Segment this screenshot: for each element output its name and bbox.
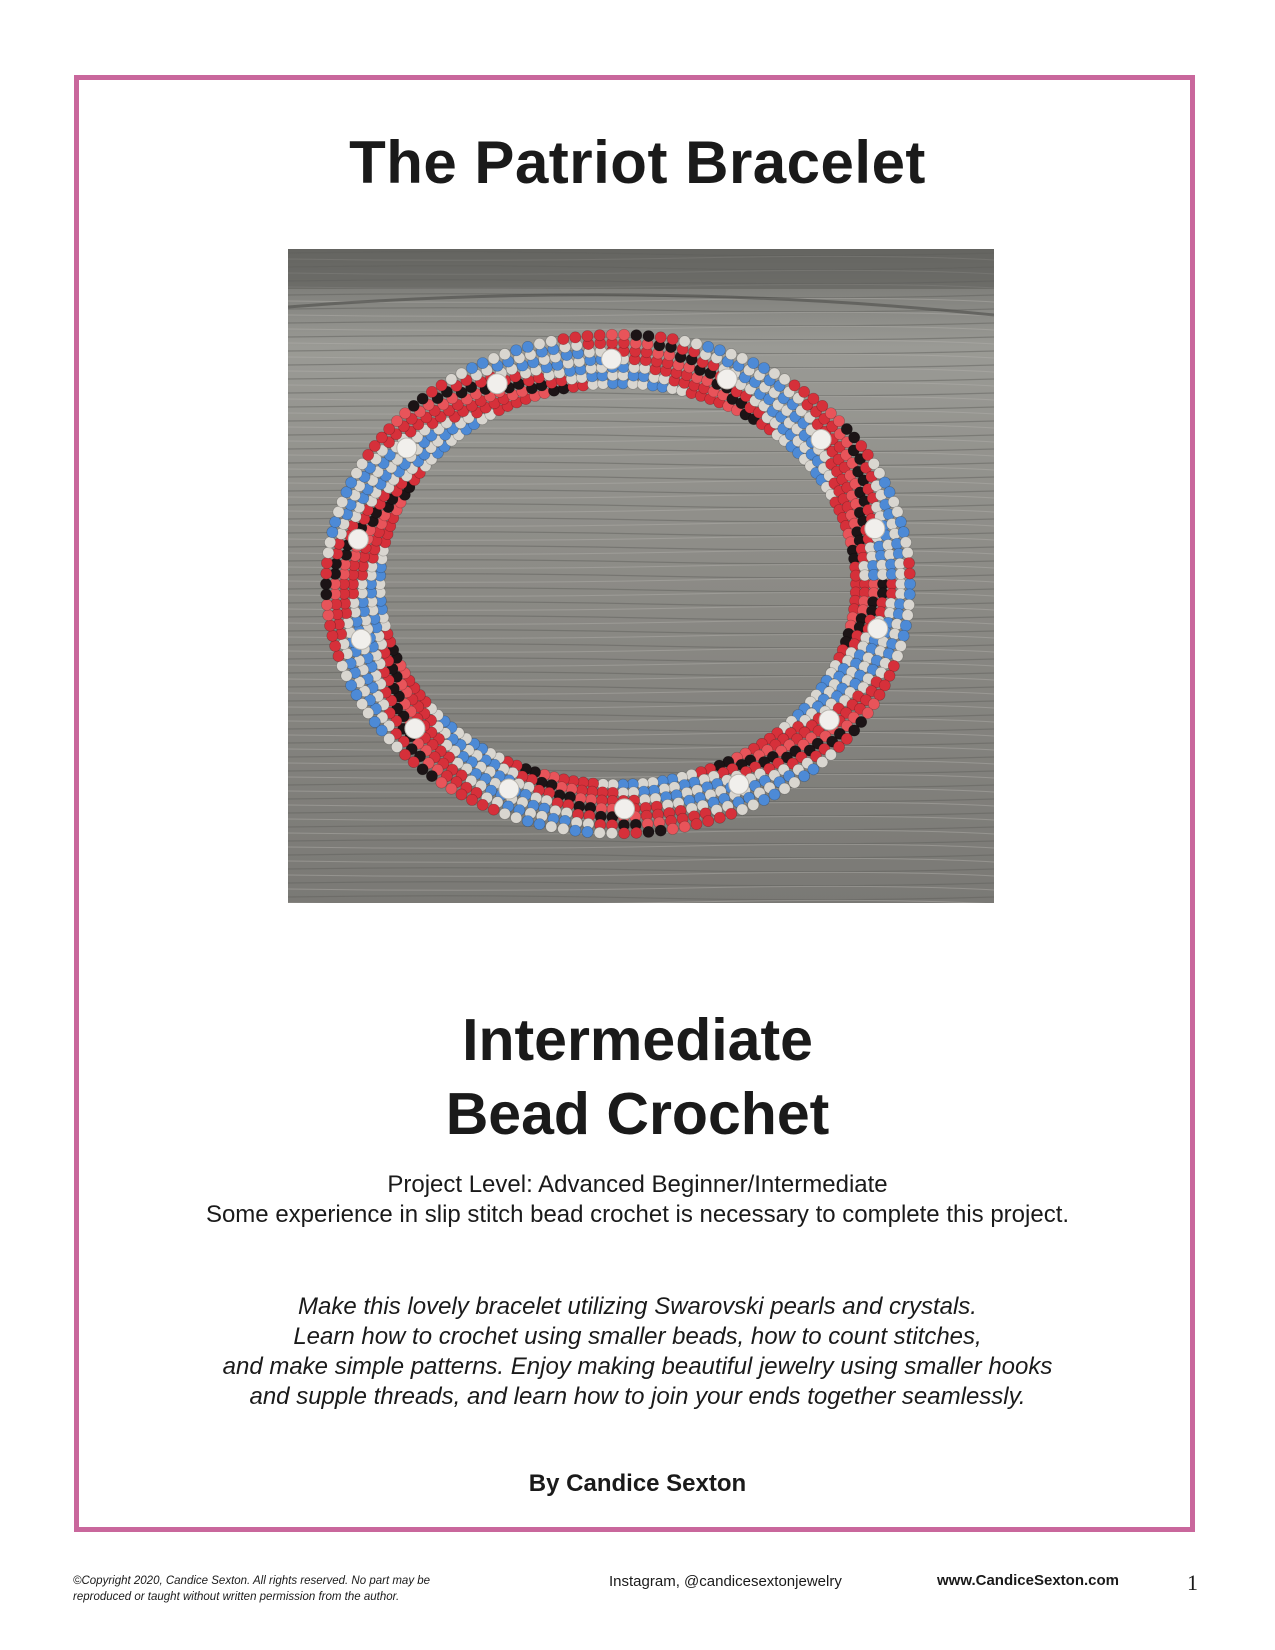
bead <box>726 349 737 360</box>
pearl <box>868 619 888 639</box>
bead <box>769 789 780 800</box>
bead <box>558 823 569 834</box>
copyright-line-2: reproduced or taught without written permission from the author. <box>73 1591 400 1603</box>
bead <box>426 771 437 782</box>
bead <box>534 338 545 349</box>
bead <box>321 589 332 600</box>
bead <box>799 771 810 782</box>
bead <box>619 828 630 839</box>
bead <box>333 506 344 517</box>
pearl <box>499 779 519 799</box>
bead <box>808 764 819 775</box>
bead <box>655 825 666 836</box>
page-number: 1 <box>1187 1570 1198 1595</box>
bead <box>522 341 533 352</box>
bead <box>582 331 593 342</box>
bead <box>799 386 810 397</box>
bead <box>321 558 332 569</box>
bead <box>511 345 522 356</box>
project-level-text: Project Level: Advanced Beginner/Intermediate <box>387 1171 888 1198</box>
bead <box>667 823 678 834</box>
bead <box>417 393 428 404</box>
bead <box>895 640 906 651</box>
level-heading-line-1: Intermediate <box>462 1007 813 1073</box>
bead <box>892 506 903 517</box>
pearl <box>615 799 635 819</box>
pearl <box>348 529 368 549</box>
bead <box>330 516 341 527</box>
bead <box>703 816 714 827</box>
bead <box>594 827 605 838</box>
bead <box>606 828 617 839</box>
bead <box>748 358 759 369</box>
bead <box>582 826 593 837</box>
page-title: The Patriot Bracelet <box>349 129 926 196</box>
bead <box>477 799 488 810</box>
bead <box>679 821 690 832</box>
bead <box>325 620 336 631</box>
bead <box>898 630 909 641</box>
bead <box>417 764 428 775</box>
bead <box>737 804 748 815</box>
level-heading-line-2: Bead Crochet <box>445 1081 830 1147</box>
bead <box>643 826 654 837</box>
instagram-handle[interactable]: Instagram, @candicesextonjewelry <box>609 1573 842 1590</box>
bead <box>714 812 725 823</box>
bead <box>903 558 914 569</box>
bead <box>902 547 913 558</box>
copyright-line-1: ©Copyright 2020, Candice Sexton. All rights reserved. No part may be <box>73 1575 431 1587</box>
bead <box>594 330 605 341</box>
website-link[interactable]: www.CandiceSexton.com <box>937 1572 1119 1589</box>
level-heading <box>0 1003 1275 1151</box>
bead <box>667 334 678 345</box>
bead <box>655 332 666 343</box>
bead <box>546 821 557 832</box>
author-byline: By Candice Sexton <box>528 1470 747 1497</box>
bead <box>903 599 914 610</box>
bead <box>511 812 522 823</box>
bead <box>323 610 334 621</box>
bead <box>758 363 769 374</box>
bead <box>446 783 457 794</box>
bead <box>900 620 911 631</box>
bead <box>456 789 467 800</box>
bead <box>534 819 545 830</box>
bead <box>323 547 334 558</box>
bead <box>488 804 499 815</box>
bead <box>758 794 769 805</box>
description-line-3: and make simple patterns. Enjoy making beautiful jewelry using smaller hooks <box>222 1353 1053 1380</box>
bead <box>691 819 702 830</box>
pearl <box>865 519 885 539</box>
bead <box>330 640 341 651</box>
bead <box>446 374 457 385</box>
bead <box>703 341 714 352</box>
description-line-1: Make this lovely bracelet utilizing Swarovski pearls and crystals. <box>298 1293 977 1320</box>
bead <box>808 393 819 404</box>
pearl <box>819 710 839 730</box>
description-line-2: Learn how to crochet using smaller beads, how to count stitches, <box>293 1323 982 1350</box>
bead <box>436 380 447 391</box>
bead <box>499 808 510 819</box>
bead <box>737 353 748 364</box>
bead <box>904 589 915 600</box>
bead <box>904 568 915 579</box>
pearl <box>405 719 425 739</box>
bead <box>895 516 906 527</box>
bead <box>779 374 790 385</box>
bead <box>570 332 581 343</box>
pearl <box>811 430 831 450</box>
bead <box>769 368 780 379</box>
bead <box>817 757 828 768</box>
bracelet-photo <box>288 249 994 903</box>
bead <box>488 353 499 364</box>
bead <box>789 777 800 788</box>
bead <box>643 331 654 342</box>
bead <box>904 578 915 589</box>
project-level <box>0 1170 1275 1230</box>
bead <box>522 816 533 827</box>
bead <box>619 329 630 340</box>
bead <box>748 799 759 810</box>
bead <box>321 599 332 610</box>
bead <box>436 777 447 788</box>
bead <box>426 386 437 397</box>
bead <box>558 334 569 345</box>
bead <box>900 537 911 548</box>
bead <box>320 578 331 589</box>
description-line-4: and supple threads, and learn how to join your ends together seamlessly. <box>249 1383 1026 1410</box>
bead <box>466 363 477 374</box>
bead <box>892 651 903 662</box>
project-description <box>0 1292 1275 1412</box>
bead <box>546 336 557 347</box>
bead <box>679 336 690 347</box>
bead <box>327 630 338 641</box>
bead <box>321 568 332 579</box>
bead <box>902 610 913 621</box>
bead <box>631 827 642 838</box>
bead <box>726 808 737 819</box>
bead <box>779 783 790 794</box>
bead <box>691 338 702 349</box>
bead <box>499 349 510 360</box>
bead <box>606 329 617 340</box>
bead <box>898 527 909 538</box>
bead <box>714 345 725 356</box>
bead <box>466 794 477 805</box>
pearl <box>487 374 507 394</box>
pearl <box>602 349 622 369</box>
pearl <box>729 774 749 794</box>
bead <box>888 496 899 507</box>
bead <box>325 537 336 548</box>
bead <box>570 825 581 836</box>
bead <box>631 330 642 341</box>
bead <box>477 358 488 369</box>
pearl <box>717 369 737 389</box>
pearl <box>351 629 371 649</box>
bead <box>333 651 344 662</box>
experience-note: Some experience in slip stitch bead crochet is necessary to complete this project. <box>205 1201 1070 1228</box>
bead <box>337 660 348 671</box>
bead <box>408 400 419 411</box>
copyright-notice <box>73 1573 493 1605</box>
pearl <box>397 438 417 458</box>
bead <box>327 527 338 538</box>
bead <box>456 368 467 379</box>
bead <box>789 380 800 391</box>
